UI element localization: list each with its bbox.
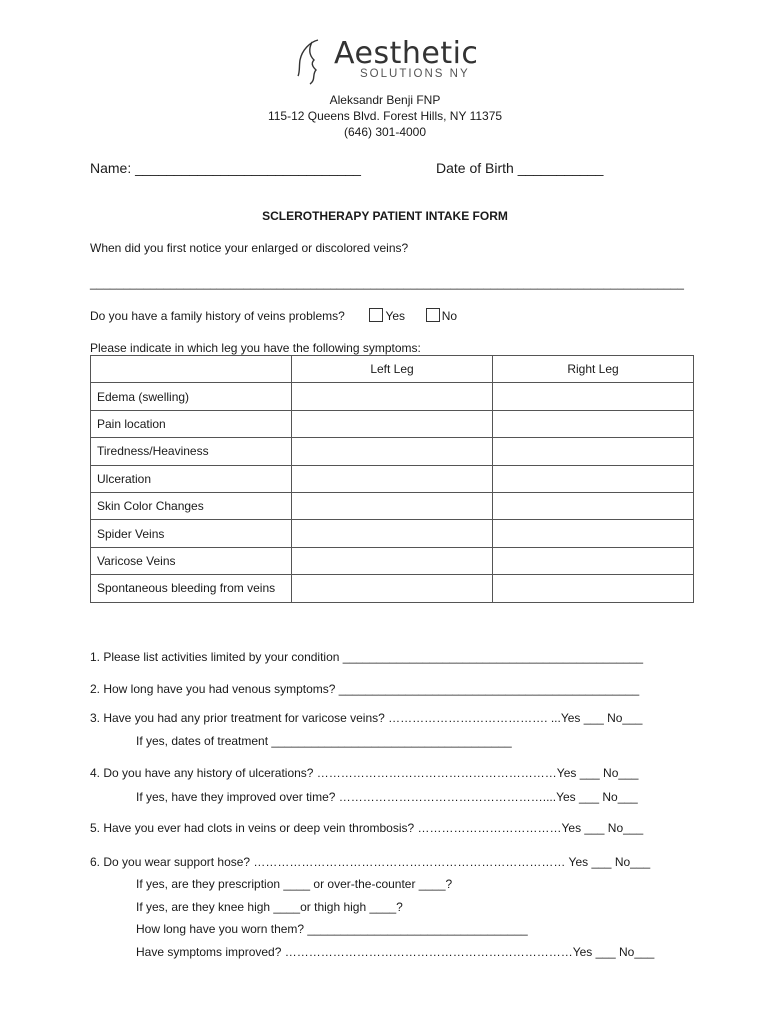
right-leg-cell[interactable] xyxy=(493,492,694,519)
question-5[interactable]: 5. Have you ever had clots in veins or deep vein thrombosis? ………………………………Yes ___ No___ xyxy=(90,821,644,835)
header-cell-empty xyxy=(91,356,292,383)
symptoms-intro: Please indicate in which leg you have the following symptoms: xyxy=(90,341,421,355)
table-row xyxy=(91,575,694,602)
symptom-label: Varicose Veins xyxy=(91,547,292,574)
table-row xyxy=(91,465,694,492)
table-row xyxy=(91,492,694,519)
symptom-label: Ulceration xyxy=(91,465,292,492)
right-leg-cell[interactable] xyxy=(493,575,694,602)
symptom-label: Tiredness/Heaviness xyxy=(91,438,292,465)
logo-name: Aesthetic xyxy=(334,36,479,71)
no-checkbox[interactable] xyxy=(426,308,440,322)
name-field[interactable]: Name: _____________________________ xyxy=(90,160,361,176)
right-leg-cell[interactable] xyxy=(493,520,694,547)
face-profile-logo-icon xyxy=(288,36,336,86)
left-leg-cell[interactable] xyxy=(292,547,493,574)
table-row xyxy=(91,547,694,574)
symptom-label: Edema (swelling) xyxy=(91,383,292,410)
question-6-prescription[interactable]: If yes, are they prescription ____ or over-the-counter ____? xyxy=(136,877,453,891)
right-leg-cell[interactable] xyxy=(493,410,694,437)
symptom-label: Skin Color Changes xyxy=(91,492,292,519)
table-row xyxy=(91,438,694,465)
yes-label: Yes xyxy=(385,309,406,323)
question-3-followup[interactable]: If yes, dates of treatment ____________________________________ xyxy=(136,734,512,748)
left-leg-cell[interactable] xyxy=(292,492,493,519)
left-leg-cell[interactable] xyxy=(292,520,493,547)
symptom-label: Pain location xyxy=(91,410,292,437)
provider-name: Aleksandr Benji FNP xyxy=(329,93,441,107)
question-1[interactable]: 1. Please list activities limited by your condition _____________________________________________ xyxy=(90,650,644,664)
question-6[interactable]: 6. Do you wear support hose? …………………………………………………………………… Yes ___ No___ xyxy=(90,855,651,869)
right-leg-cell[interactable] xyxy=(493,383,694,410)
family-history-label: Do you have a family history of veins problems? xyxy=(90,309,345,323)
left-leg-cell[interactable] xyxy=(292,383,493,410)
right-leg-cell[interactable] xyxy=(493,438,694,465)
provider-phone: (646) 301-4000 xyxy=(343,125,427,139)
logo xyxy=(288,36,488,86)
left-leg-cell[interactable] xyxy=(292,410,493,437)
question-3[interactable]: 3. Have you had any prior treatment for varicose veins? …………………………………. ...Yes ___ No___ xyxy=(90,711,643,725)
no-label: No xyxy=(441,309,458,323)
question-2[interactable]: 2. How long have you had venous symptoms? _____________________________________________ xyxy=(90,682,640,696)
header-left-leg: Left Leg xyxy=(292,356,493,383)
table-row xyxy=(91,520,694,547)
header-right-leg: Right Leg xyxy=(493,356,694,383)
logo-tagline: SOLUTIONS NY xyxy=(360,68,470,80)
notice-answer-line[interactable]: _________________________________________________________________________________________ xyxy=(90,276,684,290)
table-row xyxy=(91,410,694,437)
table-header-row xyxy=(91,356,694,383)
family-history-question xyxy=(90,308,457,323)
symptom-label: Spontaneous bleeding from veins xyxy=(91,575,292,602)
question-6-height[interactable]: If yes, are they knee high ____or thigh high ____? xyxy=(136,900,403,914)
left-leg-cell[interactable] xyxy=(292,438,493,465)
right-leg-cell[interactable] xyxy=(493,465,694,492)
table-row xyxy=(91,383,694,410)
question-4-followup[interactable]: If yes, have they improved over time? ……………………………………………....Yes ___ No___ xyxy=(136,790,638,804)
yes-checkbox[interactable] xyxy=(369,308,383,322)
symptom-label: Spider Veins xyxy=(91,520,292,547)
symptoms-table xyxy=(90,355,694,603)
question-6-improved[interactable]: Have symptoms improved? ………………………………………………………………Yes ___ No___ xyxy=(136,945,655,959)
notice-question: When did you first notice your enlarged or discolored veins? xyxy=(90,241,409,255)
form-title: SCLEROTHERAPY PATIENT INTAKE FORM xyxy=(262,209,508,223)
right-leg-cell[interactable] xyxy=(493,547,694,574)
provider-address: 115-12 Queens Blvd. Forest Hills, NY 11375 xyxy=(267,109,503,123)
dob-field[interactable]: Date of Birth ___________ xyxy=(436,160,604,176)
left-leg-cell[interactable] xyxy=(292,465,493,492)
question-6-duration[interactable]: How long have you worn them? _________________________________ xyxy=(136,922,528,936)
left-leg-cell[interactable] xyxy=(292,575,493,602)
question-4[interactable]: 4. Do you have any history of ulcerations? ……………………………………………………Yes ___ No___ xyxy=(90,766,639,780)
